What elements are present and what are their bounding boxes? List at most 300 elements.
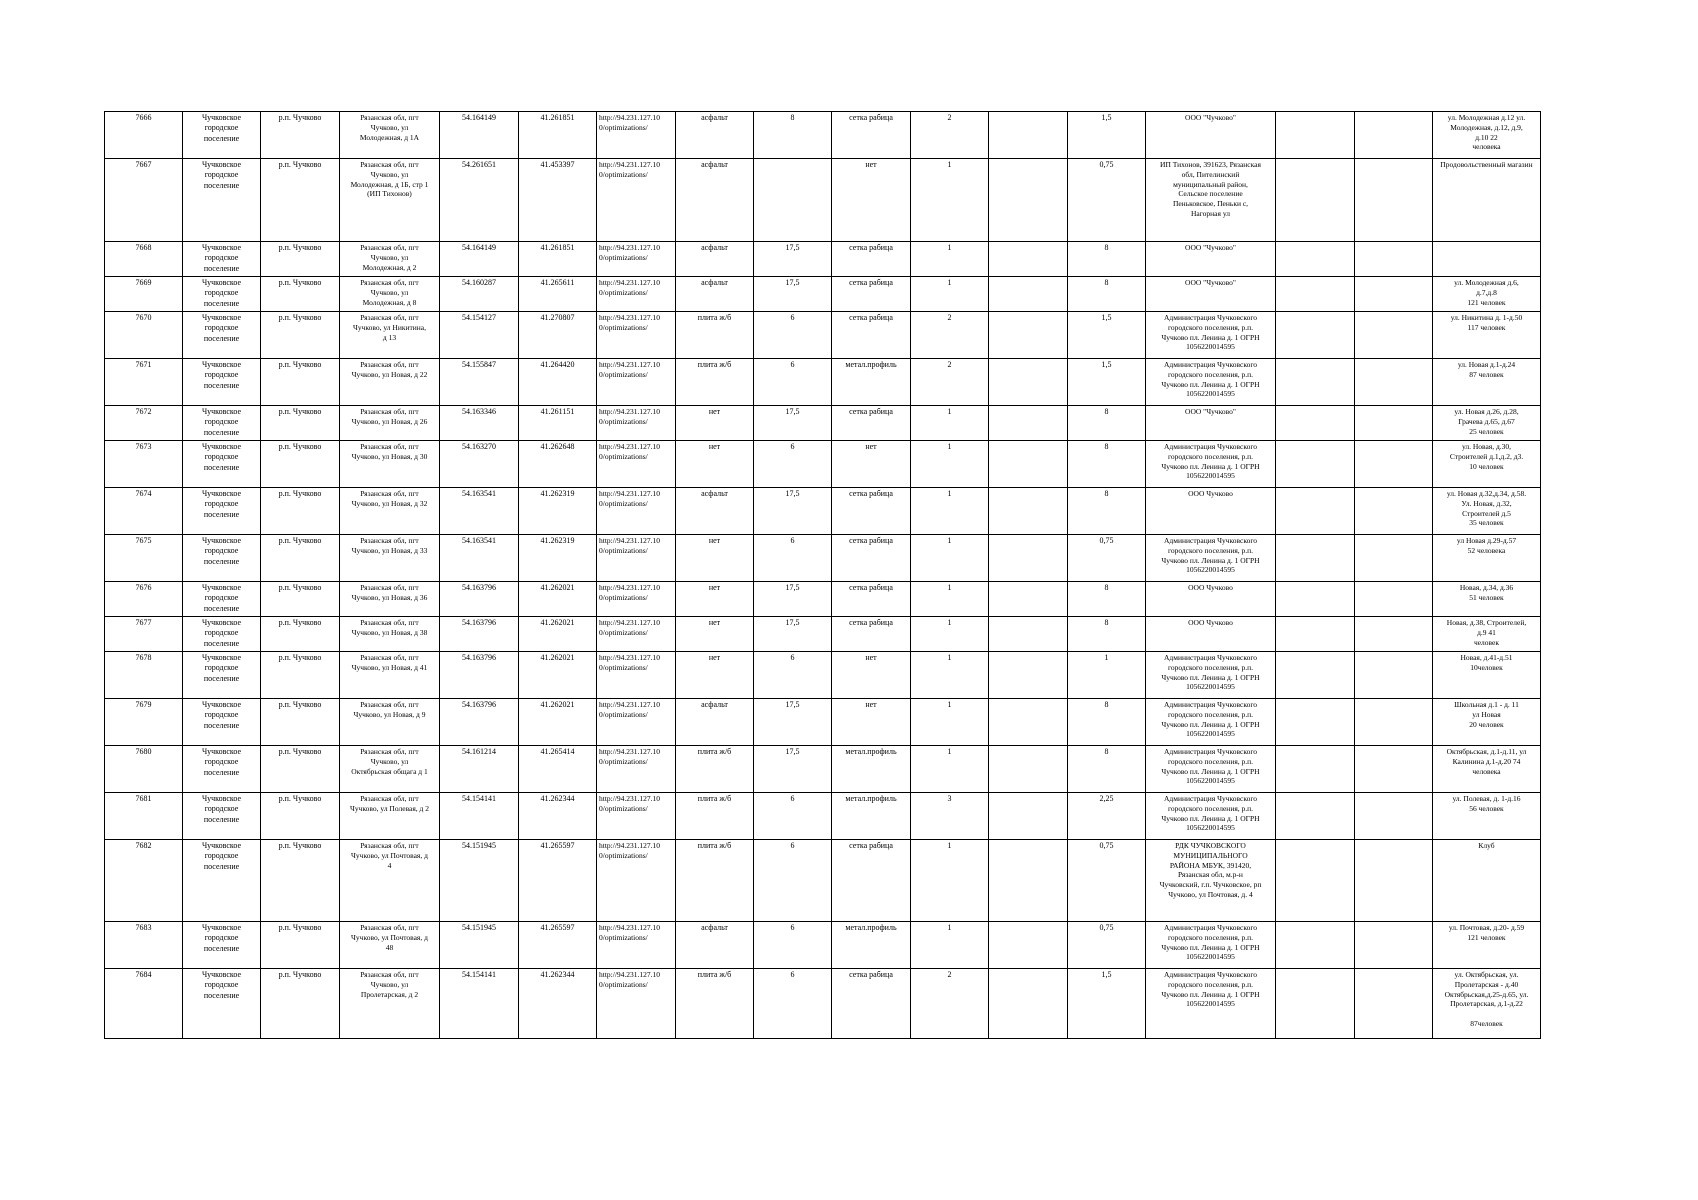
container-volume-cell: 8 [1068, 242, 1146, 277]
empty-cell [1355, 159, 1433, 242]
surface-cell: асфальт [676, 112, 754, 159]
served-objects-cell: Школьная д.1 - д. 11 ул Новая 20 человек [1433, 699, 1541, 746]
table-row [105, 242, 1541, 277]
container-count-cell: 1 [911, 922, 989, 969]
empty-cell [1276, 406, 1355, 441]
fence-cell: сетка рабица [832, 969, 911, 1039]
empty-cell [989, 969, 1068, 1039]
site-number-cell: 7670 [105, 312, 183, 359]
container-volume-cell: 0,75 [1068, 840, 1146, 922]
address-cell: Рязанская обл, пгт Чучково, ул Новая, д 22 [340, 359, 440, 406]
empty-cell [989, 652, 1068, 699]
latitude-cell: 54.151945 [440, 922, 519, 969]
longitude-cell: 41.261151 [519, 406, 597, 441]
table-row [105, 746, 1541, 793]
surface-cell: нет [676, 406, 754, 441]
empty-cell [989, 277, 1068, 312]
empty-cell [1355, 746, 1433, 793]
site-number-cell: 7679 [105, 699, 183, 746]
served-objects-cell: Клуб [1433, 840, 1541, 922]
site-number-cell: 7666 [105, 112, 183, 159]
surface-cell: асфальт [676, 699, 754, 746]
settlement-cell: Чучковское городское поселение [183, 582, 261, 617]
longitude-cell: 41.262648 [519, 441, 597, 488]
latitude-cell: 54.154141 [440, 969, 519, 1039]
site-number-cell: 7681 [105, 793, 183, 840]
container-volume-cell: 0,75 [1068, 535, 1146, 582]
area-cell: 17,5 [754, 488, 832, 535]
container-volume-cell: 8 [1068, 746, 1146, 793]
empty-cell [989, 617, 1068, 652]
address-cell: Рязанская обл, пгт Чучково, ул Никитина, д 13 [340, 312, 440, 359]
fence-cell: сетка рабица [832, 242, 911, 277]
area-cell: 6 [754, 441, 832, 488]
area-cell: 8 [754, 112, 832, 159]
surface-cell: асфальт [676, 922, 754, 969]
empty-cell [989, 535, 1068, 582]
map-link-cell[interactable]: http://94.231.127.10 0/optimizations/ [597, 277, 676, 312]
fence-cell: сетка рабица [832, 277, 911, 312]
fence-cell: нет [832, 699, 911, 746]
container-count-cell: 1 [911, 406, 989, 441]
settlement-cell: Чучковское городское поселение [183, 535, 261, 582]
longitude-cell: 41.261851 [519, 112, 597, 159]
locality-cell: р.п. Чучково [261, 699, 340, 746]
waste-sites-table [104, 111, 1541, 1039]
served-objects-cell: ул. Никитина д. 1-д.50 117 человек [1433, 312, 1541, 359]
address-cell: Рязанская обл, пгт Чучково, ул Молодежная, д 2 [340, 242, 440, 277]
locality-cell: р.п. Чучково [261, 242, 340, 277]
container-count-cell: 1 [911, 617, 989, 652]
surface-cell: плита ж/б [676, 793, 754, 840]
served-objects-cell: Новая, д.38, Строителей, д.9 41 человек [1433, 617, 1541, 652]
container-volume-cell: 1 [1068, 652, 1146, 699]
empty-cell [1276, 699, 1355, 746]
container-volume-cell: 8 [1068, 441, 1146, 488]
locality-cell: р.п. Чучково [261, 441, 340, 488]
latitude-cell: 54.261651 [440, 159, 519, 242]
table-row [105, 793, 1541, 840]
area-cell: 6 [754, 652, 832, 699]
surface-cell: плита ж/б [676, 312, 754, 359]
longitude-cell: 41.262021 [519, 582, 597, 617]
served-objects-cell: ул. Новая, д.30, Строителей д.1,д.2, д3. 10 человек [1433, 441, 1541, 488]
container-volume-cell: 1,5 [1068, 312, 1146, 359]
area-cell: 17,5 [754, 242, 832, 277]
owner-cell: РДК ЧУЧКОВСКОГО МУНИЦИПАЛЬНОГО РАЙОНА МБУК, 391420, Рязанская обл, м.р-н Чучковский, г.п. Чучковское, рп Чучково, ул Почтовая, д. 4 [1146, 840, 1276, 922]
surface-cell: нет [676, 652, 754, 699]
area-cell: 6 [754, 312, 832, 359]
latitude-cell: 54.160287 [440, 277, 519, 312]
served-objects-cell: ул. Полевая, д. 1-д.16 56 человек [1433, 793, 1541, 840]
latitude-cell: 54.163346 [440, 406, 519, 441]
latitude-cell: 54.163796 [440, 699, 519, 746]
empty-cell [989, 441, 1068, 488]
longitude-cell: 41.265611 [519, 277, 597, 312]
table-body [105, 112, 1541, 1039]
site-number-cell: 7669 [105, 277, 183, 312]
site-number-cell: 7678 [105, 652, 183, 699]
site-number-cell: 7684 [105, 969, 183, 1039]
map-link-cell[interactable]: http://94.231.127.10 0/optimizations/ [597, 112, 676, 159]
longitude-cell: 41.262344 [519, 969, 597, 1039]
area-cell: 17,5 [754, 699, 832, 746]
surface-cell: плита ж/б [676, 359, 754, 406]
container-volume-cell: 8 [1068, 406, 1146, 441]
container-count-cell: 1 [911, 441, 989, 488]
empty-cell [989, 699, 1068, 746]
area-cell: 17,5 [754, 582, 832, 617]
empty-cell [989, 406, 1068, 441]
empty-cell [1276, 840, 1355, 922]
container-volume-cell: 0,75 [1068, 159, 1146, 242]
container-count-cell: 2 [911, 359, 989, 406]
surface-cell: плита ж/б [676, 746, 754, 793]
map-link-cell[interactable]: http://94.231.127.10 0/optimizations/ [597, 840, 676, 922]
map-link-cell[interactable]: http://94.231.127.10 0/optimizations/ [597, 488, 676, 535]
longitude-cell: 41.264420 [519, 359, 597, 406]
settlement-cell: Чучковское городское поселение [183, 112, 261, 159]
empty-cell [1355, 242, 1433, 277]
empty-cell [1276, 922, 1355, 969]
settlement-cell: Чучковское городское поселение [183, 617, 261, 652]
map-link-cell[interactable]: http://94.231.127.10 0/optimizations/ [597, 922, 676, 969]
area-cell: 6 [754, 535, 832, 582]
owner-cell: ООО Чучково [1146, 488, 1276, 535]
settlement-cell: Чучковское городское поселение [183, 922, 261, 969]
empty-cell [989, 359, 1068, 406]
empty-cell [989, 488, 1068, 535]
map-link-cell[interactable]: http://94.231.127.10 0/optimizations/ [597, 699, 676, 746]
container-count-cell: 1 [911, 488, 989, 535]
served-objects-cell: ул. Молодежная д.6, д.7,д.8 121 человек [1433, 277, 1541, 312]
fence-cell: сетка рабица [832, 112, 911, 159]
owner-cell: ООО Чучково [1146, 617, 1276, 652]
empty-cell [1355, 793, 1433, 840]
owner-cell: ООО "Чучково" [1146, 242, 1276, 277]
empty-cell [989, 840, 1068, 922]
empty-cell [1355, 582, 1433, 617]
fence-cell: нет [832, 159, 911, 242]
fence-cell: метал.профиль [832, 746, 911, 793]
locality-cell: р.п. Чучково [261, 488, 340, 535]
empty-cell [1355, 652, 1433, 699]
served-objects-cell: Новая, д.34, д.36 51 человек [1433, 582, 1541, 617]
latitude-cell: 54.163796 [440, 652, 519, 699]
address-cell: Рязанская обл, пгт Чучково, ул Молодежная, д 1А [340, 112, 440, 159]
container-count-cell: 1 [911, 242, 989, 277]
site-number-cell: 7677 [105, 617, 183, 652]
owner-cell: ИП Тихонов, 391623, Рязанская обл, Пителинский муниципальный район, Сельское поселение Пеньковское, Пеньки с, Нагорная ул [1146, 159, 1276, 242]
map-link-cell[interactable]: http://94.231.127.10 0/optimizations/ [597, 582, 676, 617]
empty-cell [989, 746, 1068, 793]
empty-cell [1355, 277, 1433, 312]
locality-cell: р.п. Чучково [261, 840, 340, 922]
empty-cell [1355, 312, 1433, 359]
served-objects-cell: ул. Молодежная д.12 ул. Молодежная, д.12, д.9, д.10 22 человека [1433, 112, 1541, 159]
empty-cell [1355, 922, 1433, 969]
area-cell: 17,5 [754, 746, 832, 793]
served-objects-cell: ул. Новая д.1-д.24 87 человек [1433, 359, 1541, 406]
area-cell: 17,5 [754, 277, 832, 312]
latitude-cell: 54.163541 [440, 488, 519, 535]
latitude-cell: 54.163541 [440, 535, 519, 582]
surface-cell: асфальт [676, 488, 754, 535]
container-volume-cell: 0,75 [1068, 922, 1146, 969]
table-row [105, 969, 1541, 1039]
site-number-cell: 7675 [105, 535, 183, 582]
address-cell: Рязанская обл, пгт Чучково, ул Октябрьская общага д 1 [340, 746, 440, 793]
table-row [105, 159, 1541, 242]
settlement-cell: Чучковское городское поселение [183, 159, 261, 242]
area-cell: 17,5 [754, 617, 832, 652]
empty-cell [1276, 535, 1355, 582]
served-objects-cell: Октябрьская, д.1-д.11, ул Калинина д.1-д.20 74 человека [1433, 746, 1541, 793]
container-count-cell: 1 [911, 699, 989, 746]
map-link-cell[interactable]: http://94.231.127.10 0/optimizations/ [597, 746, 676, 793]
empty-cell [989, 312, 1068, 359]
map-link-cell[interactable]: http://94.231.127.10 0/optimizations/ [597, 969, 676, 1039]
fence-cell: сетка рабица [832, 488, 911, 535]
empty-cell [1276, 969, 1355, 1039]
owner-cell: ООО "Чучково" [1146, 112, 1276, 159]
fence-cell: метал.профиль [832, 793, 911, 840]
map-link-cell[interactable]: http://94.231.127.10 0/optimizations/ [597, 242, 676, 277]
area-cell [754, 159, 832, 242]
locality-cell: р.п. Чучково [261, 969, 340, 1039]
table-row [105, 617, 1541, 652]
owner-cell: Администрация Чучковского городского поселения, р.п. Чучково пл. Ленина д. 1 ОГРН 1056220014595 [1146, 535, 1276, 582]
map-link-cell[interactable]: http://94.231.127.10 0/optimizations/ [597, 652, 676, 699]
locality-cell: р.п. Чучково [261, 406, 340, 441]
table-row [105, 840, 1541, 922]
site-number-cell: 7680 [105, 746, 183, 793]
empty-cell [1276, 312, 1355, 359]
served-objects-cell: ул Новая д.29-д.57 52 человека [1433, 535, 1541, 582]
map-link-cell[interactable]: http://94.231.127.10 0/optimizations/ [597, 359, 676, 406]
owner-cell: Администрация Чучковского городского поселения, р.п. Чучково пл. Ленина д. 1 ОГРН 1056220014595 [1146, 746, 1276, 793]
empty-cell [1276, 746, 1355, 793]
fence-cell: метал.профиль [832, 922, 911, 969]
map-link-cell[interactable]: http://94.231.127.10 0/optimizations/ [597, 406, 676, 441]
longitude-cell: 41.265597 [519, 840, 597, 922]
address-cell: Рязанская обл, пгт Чучково, ул Новая, д 26 [340, 406, 440, 441]
owner-cell: Администрация Чучковского городского поселения, р.п. Чучково пл. Ленина д. 1 ОГРН 1056220014595 [1146, 359, 1276, 406]
container-count-cell: 2 [911, 112, 989, 159]
container-count-cell: 1 [911, 582, 989, 617]
container-count-cell: 1 [911, 746, 989, 793]
container-volume-cell: 1,5 [1068, 112, 1146, 159]
fence-cell: сетка рабица [832, 535, 911, 582]
empty-cell [1355, 699, 1433, 746]
empty-cell [1276, 652, 1355, 699]
table-row [105, 582, 1541, 617]
locality-cell: р.п. Чучково [261, 312, 340, 359]
fence-cell: сетка рабица [832, 840, 911, 922]
table-row [105, 535, 1541, 582]
map-link-cell[interactable]: http://94.231.127.10 0/optimizations/ [597, 159, 676, 242]
latitude-cell: 54.155847 [440, 359, 519, 406]
empty-cell [1355, 441, 1433, 488]
latitude-cell: 54.151945 [440, 840, 519, 922]
owner-cell: ООО Чучково [1146, 582, 1276, 617]
empty-cell [989, 793, 1068, 840]
longitude-cell: 41.261851 [519, 242, 597, 277]
surface-cell: плита ж/б [676, 969, 754, 1039]
map-link-cell[interactable]: http://94.231.127.10 0/optimizations/ [597, 441, 676, 488]
settlement-cell: Чучковское городское поселение [183, 699, 261, 746]
container-volume-cell: 1,5 [1068, 359, 1146, 406]
surface-cell: нет [676, 441, 754, 488]
table-row [105, 441, 1541, 488]
latitude-cell: 54.161214 [440, 746, 519, 793]
owner-cell: Администрация Чучковского городского поселения, р.п. Чучково пл. Ленина д. 1 ОГРН 1056220014595 [1146, 652, 1276, 699]
empty-cell [1276, 159, 1355, 242]
address-cell: Рязанская обл, пгт Чучково, ул Новая, д 33 [340, 535, 440, 582]
empty-cell [1355, 112, 1433, 159]
latitude-cell: 54.163796 [440, 582, 519, 617]
container-volume-cell: 8 [1068, 488, 1146, 535]
latitude-cell: 54.163796 [440, 617, 519, 652]
locality-cell: р.п. Чучково [261, 617, 340, 652]
settlement-cell: Чучковское городское поселение [183, 488, 261, 535]
empty-cell [1276, 793, 1355, 840]
served-objects-cell [1433, 242, 1541, 277]
table-row [105, 922, 1541, 969]
container-count-cell: 1 [911, 840, 989, 922]
latitude-cell: 54.154141 [440, 793, 519, 840]
empty-cell [1355, 840, 1433, 922]
surface-cell: нет [676, 582, 754, 617]
surface-cell: плита ж/б [676, 840, 754, 922]
container-volume-cell: 8 [1068, 699, 1146, 746]
locality-cell: р.п. Чучково [261, 793, 340, 840]
site-number-cell: 7674 [105, 488, 183, 535]
latitude-cell: 54.164149 [440, 112, 519, 159]
empty-cell [1276, 112, 1355, 159]
settlement-cell: Чучковское городское поселение [183, 746, 261, 793]
settlement-cell: Чучковское городское поселение [183, 441, 261, 488]
longitude-cell: 41.262344 [519, 793, 597, 840]
empty-cell [989, 582, 1068, 617]
table-row [105, 488, 1541, 535]
map-link-cell[interactable]: http://94.231.127.10 0/optimizations/ [597, 793, 676, 840]
empty-cell [1276, 277, 1355, 312]
empty-cell [1276, 582, 1355, 617]
owner-cell: Администрация Чучковского городского поселения, р.п. Чучково пл. Ленина д. 1 ОГРН 1056220014595 [1146, 969, 1276, 1039]
table-row [105, 652, 1541, 699]
fence-cell: сетка рабица [832, 617, 911, 652]
empty-cell [1276, 441, 1355, 488]
area-cell: 6 [754, 969, 832, 1039]
empty-cell [1276, 617, 1355, 652]
locality-cell: р.п. Чучково [261, 922, 340, 969]
area-cell: 17,5 [754, 406, 832, 441]
empty-cell [1355, 969, 1433, 1039]
longitude-cell: 41.262021 [519, 652, 597, 699]
owner-cell: ООО "Чучково" [1146, 277, 1276, 312]
owner-cell: Администрация Чучковского городского поселения, р.п. Чучково пл. Ленина д. 1 ОГРН 1056220014595 [1146, 441, 1276, 488]
address-cell: Рязанская обл, пгт Чучково, ул Новая, д 9 [340, 699, 440, 746]
served-objects-cell: Продовольственный магазин [1433, 159, 1541, 242]
area-cell: 6 [754, 922, 832, 969]
container-count-cell: 1 [911, 277, 989, 312]
site-number-cell: 7668 [105, 242, 183, 277]
container-volume-cell: 1,5 [1068, 969, 1146, 1039]
settlement-cell: Чучковское городское поселение [183, 277, 261, 312]
locality-cell: р.п. Чучково [261, 535, 340, 582]
locality-cell: р.п. Чучково [261, 277, 340, 312]
area-cell: 6 [754, 359, 832, 406]
address-cell: Рязанская обл, пгт Чучково, ул Новая, д 30 [340, 441, 440, 488]
address-cell: Рязанская обл, пгт Чучково, ул Новая, д 32 [340, 488, 440, 535]
site-number-cell: 7676 [105, 582, 183, 617]
settlement-cell: Чучковское городское поселение [183, 652, 261, 699]
site-number-cell: 7682 [105, 840, 183, 922]
latitude-cell: 54.154127 [440, 312, 519, 359]
map-link-cell[interactable]: http://94.231.127.10 0/optimizations/ [597, 312, 676, 359]
address-cell: Рязанская обл, пгт Чучково, ул Новая, д 38 [340, 617, 440, 652]
empty-cell [1355, 406, 1433, 441]
locality-cell: р.п. Чучково [261, 159, 340, 242]
settlement-cell: Чучковское городское поселение [183, 793, 261, 840]
locality-cell: р.п. Чучково [261, 359, 340, 406]
container-count-cell: 2 [911, 312, 989, 359]
empty-cell [989, 112, 1068, 159]
table-row [105, 277, 1541, 312]
table-row [105, 699, 1541, 746]
container-count-cell: 1 [911, 535, 989, 582]
container-volume-cell: 8 [1068, 277, 1146, 312]
latitude-cell: 54.163270 [440, 441, 519, 488]
address-cell: Рязанская обл, пгт Чучково, ул Полевая, д 2 [340, 793, 440, 840]
surface-cell: асфальт [676, 277, 754, 312]
container-volume-cell: 8 [1068, 582, 1146, 617]
longitude-cell: 41.453397 [519, 159, 597, 242]
settlement-cell: Чучковское городское поселение [183, 359, 261, 406]
table-row [105, 359, 1541, 406]
map-link-cell[interactable]: http://94.231.127.10 0/optimizations/ [597, 535, 676, 582]
locality-cell: р.п. Чучково [261, 652, 340, 699]
area-cell: 6 [754, 793, 832, 840]
empty-cell [1276, 488, 1355, 535]
owner-cell: ООО "Чучково" [1146, 406, 1276, 441]
longitude-cell: 41.262319 [519, 535, 597, 582]
owner-cell: Администрация Чучковского городского поселения, р.п. Чучково пл. Ленина д. 1 ОГРН 1056220014595 [1146, 699, 1276, 746]
empty-cell [989, 922, 1068, 969]
empty-cell [989, 242, 1068, 277]
fence-cell: метал.профиль [832, 359, 911, 406]
site-number-cell: 7671 [105, 359, 183, 406]
longitude-cell: 41.265414 [519, 746, 597, 793]
container-count-cell: 1 [911, 652, 989, 699]
longitude-cell: 41.262021 [519, 617, 597, 652]
map-link-cell[interactable]: http://94.231.127.10 0/optimizations/ [597, 617, 676, 652]
site-number-cell: 7667 [105, 159, 183, 242]
settlement-cell: Чучковское городское поселение [183, 242, 261, 277]
address-cell: Рязанская обл, пгт Чучково, ул Молодежная, д 8 [340, 277, 440, 312]
container-count-cell: 2 [911, 969, 989, 1039]
container-volume-cell: 8 [1068, 617, 1146, 652]
longitude-cell: 41.262319 [519, 488, 597, 535]
empty-cell [989, 159, 1068, 242]
fence-cell: нет [832, 441, 911, 488]
owner-cell: Администрация Чучковского городского поселения, р.п. Чучково пл. Ленина д. 1 ОГРН 1056220014595 [1146, 922, 1276, 969]
locality-cell: р.п. Чучково [261, 746, 340, 793]
surface-cell: асфальт [676, 159, 754, 242]
site-number-cell: 7672 [105, 406, 183, 441]
address-cell: Рязанская обл, пгт Чучково, ул Новая, д 36 [340, 582, 440, 617]
